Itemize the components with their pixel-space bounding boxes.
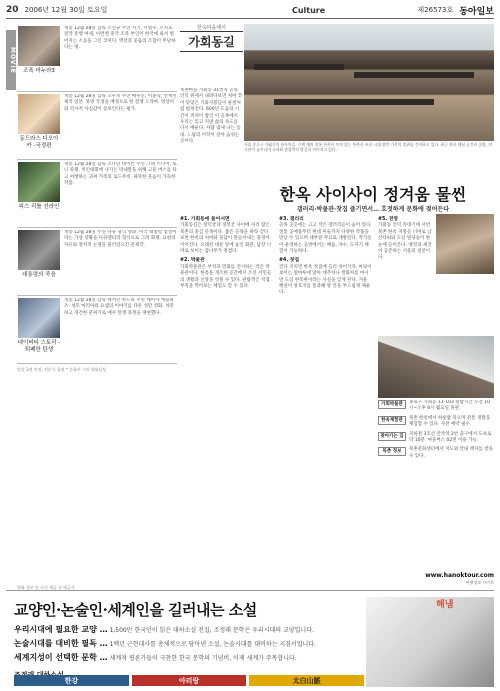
- movie-title: 동드라스 디오아카 -국경편: [19, 136, 59, 149]
- movie-title: 네이버티 스토리 -퇴폐한 탄생: [17, 340, 61, 353]
- movie-item: [17, 24, 177, 92]
- movie-footer-note: 별점 3개 만점, 전문가 평점 * 문화부 기자 영화담당: [17, 367, 107, 372]
- movie-title: 피스 리틀 선라인: [18, 204, 60, 210]
- photo-caption: 서울 종로구 가회동의 한옥마을. 수백 채의 전통 한옥이 모여 있는 북촌은 조선 시대 양반 가옥의 정취를 간직하고 있다. 최근 한옥 체험 공간과 공방, 전시관이 늘어나며 국내외 관광객의 발길이 이어지고 있다.: [244, 142, 492, 152]
- article-column-1: [180, 214, 274, 584]
- book-title: 太白山脈: [249, 675, 364, 686]
- article-column-3: [378, 214, 434, 334]
- newspaper-logo: 동아일보: [459, 6, 494, 17]
- article-title: 한옥 사이사이 정겨움 물씬: [279, 185, 467, 204]
- movie-review: 개봉 12월 28일 감독 조나단 데이튼 주연 그렉 키니어, 토니 콜렛. 미인대회에 나가는 막내딸을 위해 고물 버스를 타고 여행하는 괴짜 가족의 로드무비. 따뜻한 웃음이 가득한 작품.: [64, 162, 177, 187]
- info-box: [378, 400, 494, 560]
- footnote: 영화 정보 및 사진 제공 각 배급사: [17, 585, 75, 590]
- intro-text: 북촌마을 가회동 31번지 골목 언덕 위에서 내려다보면 처마 끝이 맞닿은 기와지붕들이 물결처럼 펼쳐진다. 600년 도읍의 시간이 켜켜이 쌓인 이 골목에서 우리는 잊고 지낸 삶의 속도를 다시 배운다. 사람 냄새 나는 동네, 느림의 미학이 살아 숨쉬는 곳이다.: [180, 88, 243, 145]
- info-value: 북촌문화센터에서 지도와 안내 책자를 받을 수 있다.: [409, 447, 493, 459]
- section-text: 골목 곳곳에는 크고 작은 갤러리들이 숨어 있다. 전통 공예품부터 현대 미술까지 다양한 작품을 만날 수 있으며 대부분 무료로 개방된다. 작가들이 운영하는 공방에서는 매듭, 자수, 도자기 체험이 가능하다.: [279, 223, 372, 255]
- movie-item: [17, 228, 177, 296]
- alley-photo: [436, 214, 494, 274]
- info-key: 한옥체험관: [378, 416, 406, 425]
- info-value: 지하철 3호선 안국역 2번 출구에서 도보로 약 10분. 마을버스 02번 이용 가능.: [409, 431, 492, 444]
- section-heading: #5. 전망: [378, 217, 399, 222]
- website-note: 여행정보 사이트: [465, 580, 494, 585]
- section-heading: #2. 박물관: [180, 258, 205, 264]
- book-title: 한강: [14, 675, 129, 686]
- book-advertisement: [6, 593, 494, 688]
- movie-still: [18, 94, 60, 134]
- publisher-logo: 해냄: [436, 600, 454, 610]
- info-value: 북촌 한옥에서 하룻밤 묵으며 전통 생활을 체험할 수 있다. 사전 예약 필수.: [409, 415, 491, 428]
- movie-title: 조폭 마누라3: [23, 68, 55, 74]
- ad-line-text: 세계적 평론가들이 극찬한 한국 문학의 기념비, 이제 세계가 주목합니다.: [109, 655, 297, 662]
- issue-number: 제26573호: [417, 6, 454, 14]
- movie-still: [18, 26, 60, 66]
- article-column-2: [279, 214, 373, 584]
- column-label: 한옥마을에서: [197, 25, 226, 31]
- section-text: 가회박물관은 부적과 민화를 전시하는 작은 박물관이다. 한옥을 개조한 공간에서 조선 서민들의 생활과 신앙을 엿볼 수 있다. 관람객은 직접 부적을 찍어보는 체험도 할 수 있다.: [180, 264, 272, 290]
- book-set: [14, 675, 364, 686]
- ad-headline: 교양인·논술인·세계인을 길러내는 소설: [14, 601, 257, 619]
- movie-title: 대통령의 죽음: [22, 272, 56, 278]
- movie-list: [17, 24, 177, 373]
- ad-line: [14, 624, 364, 635]
- movie-still: [18, 298, 60, 338]
- ad-line-lead: 우리시대에 필요한 교양 …: [14, 625, 108, 634]
- ad-line: [14, 652, 364, 663]
- ad-line-lead: 세계지성이 선택한 문학 …: [14, 653, 108, 662]
- movie-review: 개봉 12월 28일 감독 캐서린 하드윅 주연 케이샤 캐슬휴즈. 성모 마리아와 요셉의 이야기를 다룬 성탄 영화. 차분하고 경건한 분위기로 예수 탄생 과정을 재현했다.: [64, 298, 174, 316]
- movie-item: [17, 296, 177, 364]
- page-number: 20: [6, 5, 19, 15]
- section-name: Culture: [291, 5, 326, 15]
- movie-still: [18, 230, 60, 270]
- ad-line: [14, 638, 364, 649]
- book-title: 아리랑: [132, 675, 247, 686]
- page-header: [6, 2, 494, 19]
- ad-line-text: 1,500만 한국인이 읽은 대하소설 전집, 조정래 문학은 우리시대의 교양입니다.: [109, 627, 314, 634]
- info-key: 북촌 정보: [378, 447, 406, 456]
- section-text: 걷다 지치면 한옥 찻집에 들러 쉬어가자. 마당이 보이는 툇마루에 앉아 대추차나 쌍화차를 마시면 도심 한복판이라는 사실을 잊게 된다. 겨울 햇살이 창호지를 통과해 방 안을 부드럽게 채운다.: [279, 264, 372, 296]
- movie-item: [17, 92, 177, 160]
- movie-still: [18, 162, 60, 202]
- column-header: [180, 24, 243, 54]
- section-text: 가회동 언덕 꼭대기에 서면 북촌 한옥 지붕들 너머로 남산타워와 도심 빌딩숲이 한눈에 들어온다. 옛것과 새것이 공존하는 서울의 얼굴이다.: [378, 223, 432, 261]
- issue-date: 2006년 12월 30일 토요일: [24, 6, 108, 14]
- section-text: 가회동길은 창덕궁과 경복궁 사이에 자리 잡은 북촌의 중심 골목이다. 좁은 골목을 따라 걷다 보면 한옥의 처마와 돌담이 만들어내는 풍경이 이어진다. 오래된 대문 앞에 놓인 화분, 담장 너머로 보이는 감나무가 정겹다.: [180, 223, 272, 255]
- movie-review: 개봉 12월 28일 감독 조진규 주연 서기, 이범수, 오지호. 전작 흥행 여세, 이번엔 중국 조폭 부인이 한국에 와서 벌어지는 소동을 그린 코미디. 액션과 웃음의 조합이 무난하다는 평.: [64, 26, 176, 51]
- ad-line-lead: 논술시대를 대비한 필독 …: [14, 639, 108, 648]
- info-key: 찾아가는 길: [378, 432, 406, 441]
- article-subtitle: 갤러리·박물관·찻집 즐기면서… 호젓하게 문화에 젖어든다: [296, 206, 450, 213]
- section-heading: #4. 찻집: [279, 258, 300, 264]
- info-key: 가회박물관: [378, 400, 406, 409]
- street-photo: [378, 336, 494, 398]
- movie-section-tag: MOVIE: [6, 30, 16, 90]
- movie-review: 개봉 12월 28일 주연 다큐 형식 영화. 미국 대통령 암살이라는 가상 상황을 다큐멘터리 형식으로 그려 화제. 표현의 자유와 정치적 논쟁을 불러일으킨 문제작.: [64, 230, 177, 248]
- column-title: 가회동길: [180, 31, 243, 52]
- movie-item: [17, 160, 177, 228]
- section-divider: [6, 590, 494, 591]
- author-portrait: [366, 597, 494, 687]
- info-value: 종로구 가회동 11-103 관람시간 오전 10시~오후 6시 월요일 휴관.: [409, 400, 490, 412]
- website-link[interactable]: www.hanoktour.com: [425, 572, 494, 579]
- section-heading: #3. 갤러리: [279, 217, 304, 222]
- section-heading: #1. 가회동에 들어서면: [180, 217, 230, 222]
- hanok-village-photo: [244, 24, 494, 141]
- ad-line-text: 1백년 근현대사를 총체적으로 담아낸 소설, 논술시대를 대비하는 지침서입니다.: [109, 641, 317, 648]
- movie-review: 개봉 12월 28일 감독 오우치 주연 배우진, 이종학, 안재민 제작 일본. 북방 국경을 배경으로 한 전쟁 드라마. 영상미와 역사적 사실감이 돋보인다는 평가.: [64, 94, 177, 112]
